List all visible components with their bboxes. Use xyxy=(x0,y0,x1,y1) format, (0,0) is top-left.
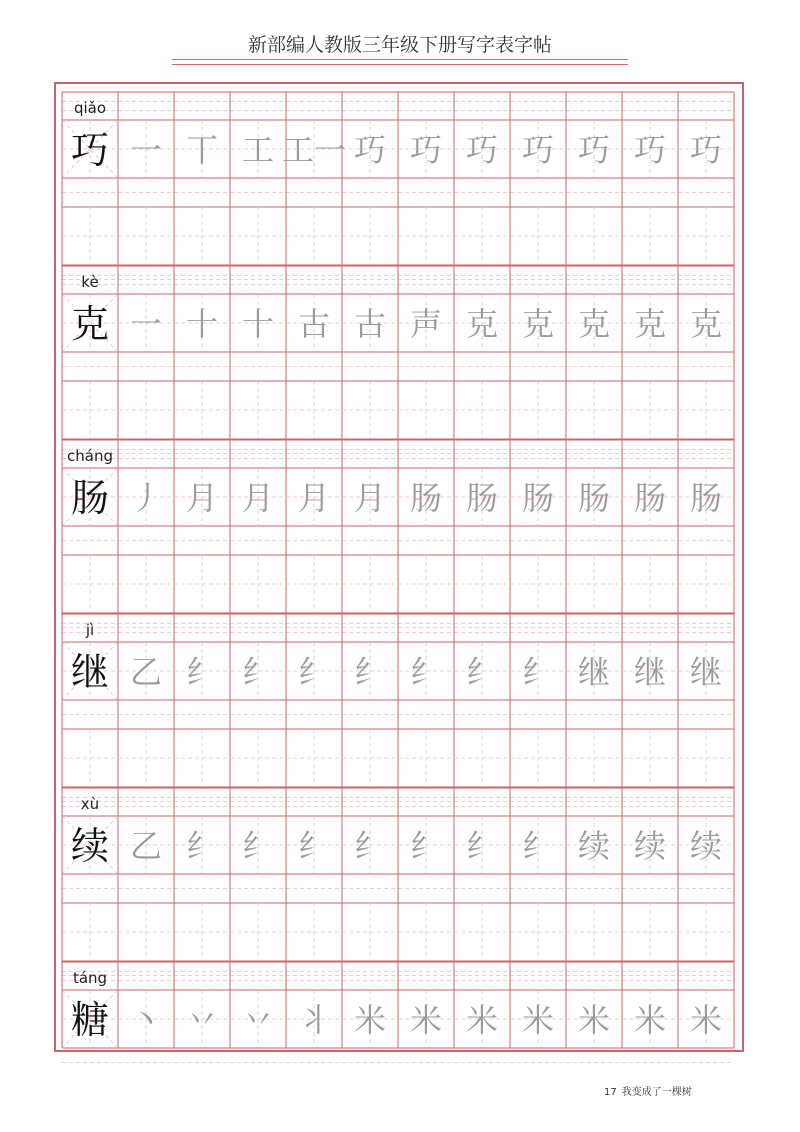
stroke-order-step: 巧 xyxy=(689,131,723,169)
model-character: 肠 xyxy=(70,476,110,520)
stroke-order-step: 古 xyxy=(353,305,387,343)
model-character: 糖 xyxy=(70,998,110,1042)
stroke-order-step: 肠 xyxy=(633,479,667,517)
pinyin-label: jì xyxy=(85,621,95,639)
stroke-order-step: 纟 xyxy=(185,827,219,865)
page-footer xyxy=(604,1083,697,1098)
stroke-order-step: 巧 xyxy=(577,131,611,169)
stroke-order-step: 纟 xyxy=(297,653,331,691)
stroke-order-step: 月 xyxy=(241,479,275,517)
stroke-order-step: 纟 xyxy=(353,653,387,691)
model-character: 继 xyxy=(70,650,110,694)
stroke-order-step: 继 xyxy=(689,653,723,691)
stroke-order-step: 肠 xyxy=(521,479,555,517)
pinyin-label: qiǎo xyxy=(73,99,107,117)
stroke-order-step: 巧 xyxy=(633,131,667,169)
stroke-order-step: 纟 xyxy=(465,653,499,691)
stroke-order-step: 纟 xyxy=(353,827,387,865)
stroke-order-step: 工一 xyxy=(281,131,347,169)
stroke-order-step: 米 xyxy=(689,1001,723,1039)
stroke-order-step: 月 xyxy=(297,479,331,517)
stroke-order-step: 克 xyxy=(689,305,723,343)
stroke-order-step: 米 xyxy=(465,1001,499,1039)
stroke-order-step: 肠 xyxy=(689,479,723,517)
stroke-order-step: 丬 xyxy=(297,1001,331,1039)
stroke-order-step: 纟 xyxy=(521,653,555,691)
pinyin-label: kè xyxy=(81,273,99,291)
stroke-order-step: 纟 xyxy=(409,827,443,865)
model-character: 巧 xyxy=(70,128,110,172)
stroke-order-step: 米 xyxy=(577,1001,611,1039)
stroke-order-step: 巧 xyxy=(521,131,555,169)
page-number: 17 xyxy=(604,1087,617,1098)
pinyin-label: xù xyxy=(80,795,100,813)
pinyin-label: táng xyxy=(72,969,108,987)
stroke-order-step: 十 xyxy=(241,305,275,343)
stroke-order-step: 月 xyxy=(185,479,219,517)
stroke-order-step: 十 xyxy=(185,305,219,343)
stroke-order-step: 工 xyxy=(241,131,275,169)
stroke-order-step: 继 xyxy=(577,653,611,691)
stroke-order-step: 肠 xyxy=(465,479,499,517)
stroke-order-step: 克 xyxy=(577,305,611,343)
stroke-order-step: 米 xyxy=(353,1001,387,1039)
stroke-order-step: 续 xyxy=(577,827,611,865)
stroke-order-step: 克 xyxy=(633,305,667,343)
stroke-order-step: 纟 xyxy=(409,653,443,691)
stroke-order-step: 肠 xyxy=(409,479,443,517)
stroke-order-step: 一 xyxy=(129,131,163,169)
stroke-order-step: 纟 xyxy=(297,827,331,865)
pinyin-label: cháng xyxy=(67,447,113,465)
stroke-order-step: 巧 xyxy=(409,131,443,169)
model-character: 续 xyxy=(70,824,110,868)
stroke-order-step: 米 xyxy=(409,1001,443,1039)
stroke-order-step: 纟 xyxy=(241,653,275,691)
stroke-order-step: 继 xyxy=(633,653,667,691)
stroke-order-step: 丅 xyxy=(185,131,219,169)
stroke-order-step: 声 xyxy=(409,305,443,343)
stroke-order-step: 一 xyxy=(129,305,163,343)
stroke-order-step: 古 xyxy=(297,305,331,343)
stroke-order-step: 纟 xyxy=(185,653,219,691)
stroke-order-step: 纟 xyxy=(241,827,275,865)
stroke-order-step: 丷 xyxy=(241,1001,275,1039)
lesson-title: 我变成了一棵树 xyxy=(621,1087,692,1098)
stroke-order-step: 纟 xyxy=(465,827,499,865)
stroke-order-step: 克 xyxy=(521,305,555,343)
stroke-order-step: 乙 xyxy=(129,827,163,865)
stroke-order-step: 续 xyxy=(689,827,723,865)
stroke-order-step: 巧 xyxy=(353,131,387,169)
stroke-order-step: 乙 xyxy=(129,653,163,691)
stroke-order-step: 纟 xyxy=(521,827,555,865)
stroke-order-step: 米 xyxy=(521,1001,555,1039)
stroke-order-step: 月 xyxy=(353,479,387,517)
stroke-order-step: 克 xyxy=(465,305,499,343)
stroke-order-step: 丶 xyxy=(129,1001,163,1039)
stroke-order-step: 续 xyxy=(633,827,667,865)
stroke-order-step: 肠 xyxy=(577,479,611,517)
model-character: 克 xyxy=(70,302,110,346)
stroke-order-step: 丿 xyxy=(129,479,163,517)
stroke-order-step: 丷 xyxy=(185,1001,219,1039)
stroke-order-step: 米 xyxy=(633,1001,667,1039)
stroke-order-step: 巧 xyxy=(465,131,499,169)
page-title: 新部编人教版三年级下册写字表字帖 xyxy=(247,34,552,56)
